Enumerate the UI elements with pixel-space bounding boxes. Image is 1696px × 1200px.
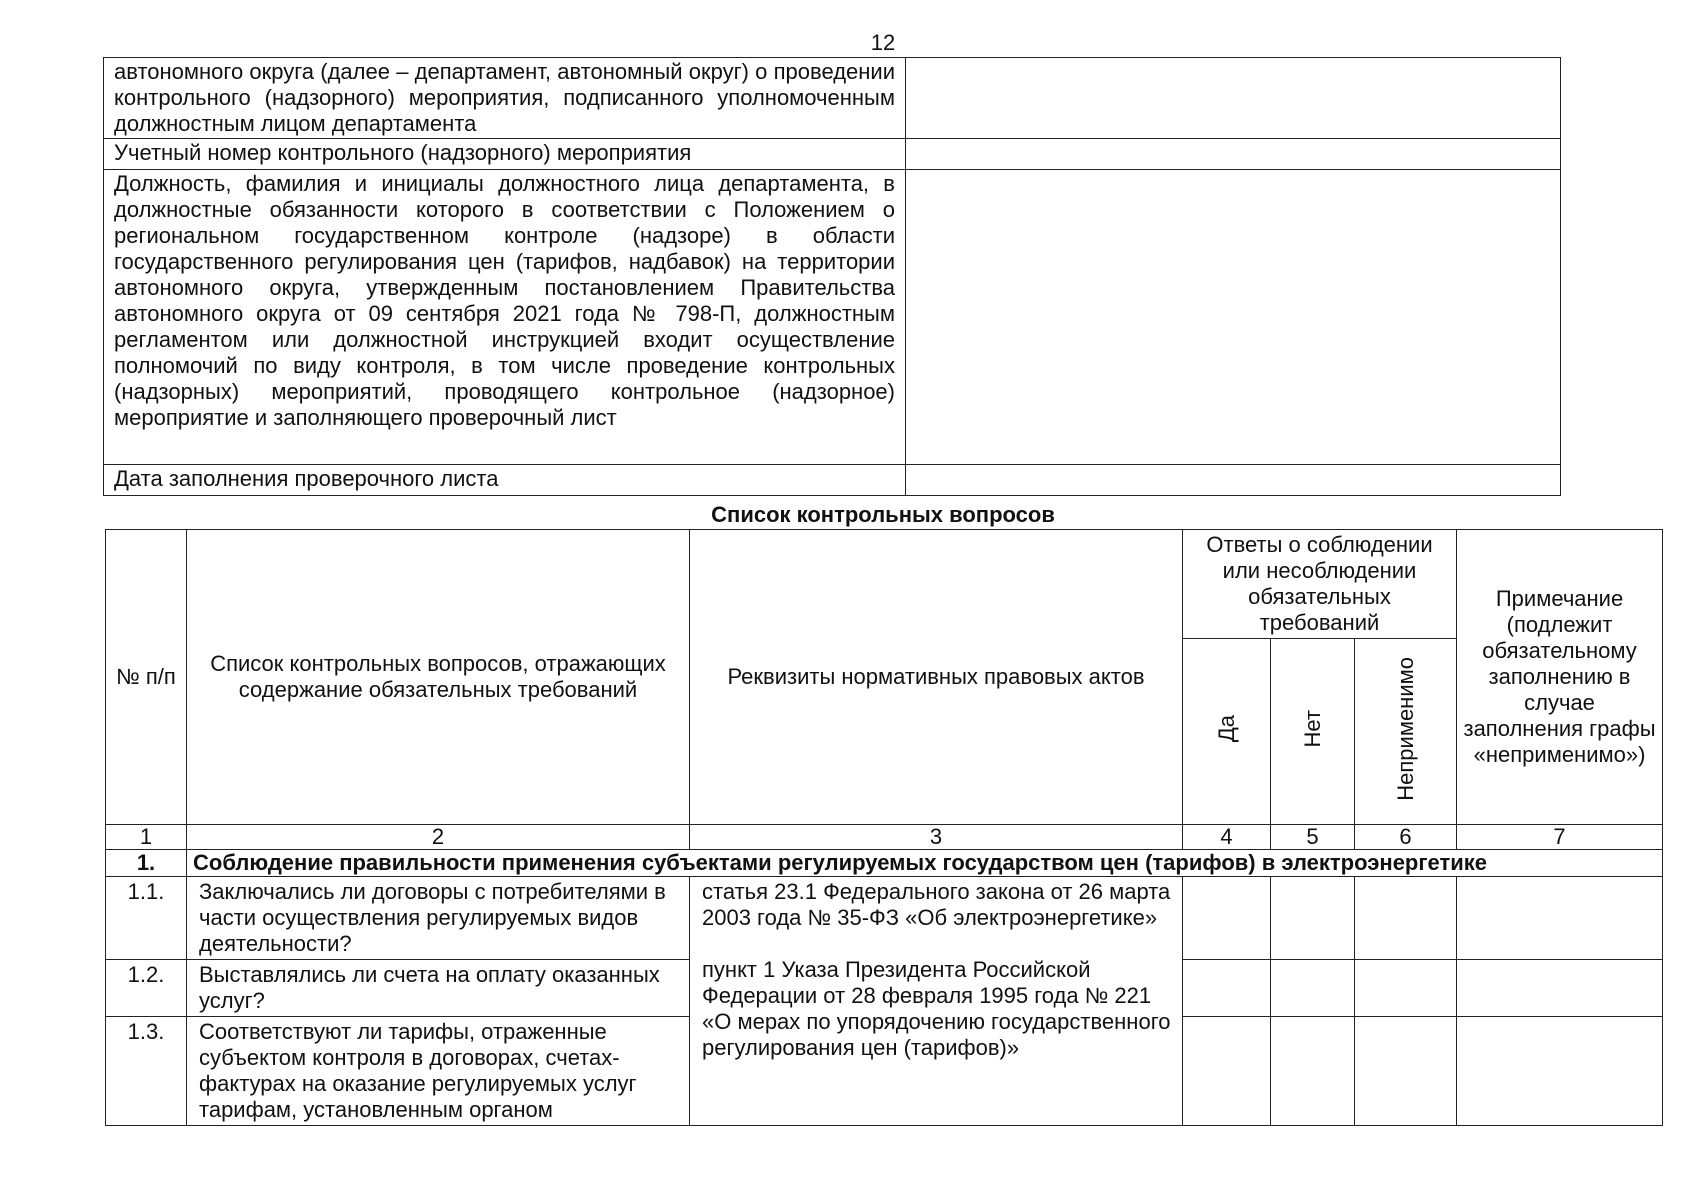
- info-row: [104, 139, 1561, 170]
- header-yes-cell: [1183, 639, 1271, 825]
- info-label: Должность, фамилия и инициалы должностного лица департамента, в должностные обязанности которого в соответствии с Положением о региональном государственном контроле (надзоре) в области государственного регулирования цен (тарифов, надбавок) на территории автономного округа, утвержденным постановлением Правительства автономного округа от 09 сентября 2021 года № 798-П, должностным регламентом или должностной инструкцией входит осуществление полномочий по виду контроля, в том числе проведение контрольных (надзорных) мероприятий, проводящего контрольное (надзорное) мероприятие и заполняющего проверочный лист: [104, 170, 906, 465]
- info-value: [906, 139, 1561, 170]
- header-no-cell: [1271, 639, 1355, 825]
- header-na-cell: [1355, 639, 1457, 825]
- legal-ref: статья 23.1 Федерального закона от 26 марта 2003 года № 35-ФЗ «Об электроэнергетике»: [702, 879, 1171, 930]
- column-number: 1: [106, 825, 187, 850]
- column-number: 7: [1457, 825, 1663, 850]
- header-acts: Реквизиты нормативных правовых актов: [690, 530, 1183, 825]
- info-value: [906, 58, 1561, 139]
- legal-references: [690, 877, 1183, 1126]
- answer-yes-cell: [1183, 960, 1271, 1017]
- questions-table: [105, 529, 1663, 1126]
- header-question: Список контрольных вопросов, отражающих содержание обязательных требований: [187, 530, 690, 825]
- info-value: [906, 465, 1561, 496]
- question-text: Выставлялись ли счета на оплату оказанных услуг?: [187, 960, 690, 1017]
- column-number: 5: [1271, 825, 1355, 850]
- info-row: [104, 58, 1561, 139]
- question-number: 1.3.: [106, 1017, 187, 1126]
- header-note: Примечание (подлежит обязательному заполнению в случае заполнения графы «неприменимо»): [1457, 530, 1663, 825]
- header-na: Неприменимо: [1392, 656, 1418, 801]
- answer-na-cell: [1355, 960, 1457, 1017]
- questions-title: Список контрольных вопросов: [711, 502, 1055, 527]
- info-table: [103, 57, 1561, 496]
- header-row: [106, 530, 1663, 639]
- question-number: 1.1.: [106, 877, 187, 960]
- header-answers: Ответы о соблюдении или несоблюдении обязательных требований: [1183, 530, 1457, 639]
- column-number: 4: [1183, 825, 1271, 850]
- note-cell: [1457, 1017, 1663, 1126]
- info-row: [104, 465, 1561, 496]
- answer-yes-cell: [1183, 877, 1271, 960]
- legal-ref: пункт 1 Указа Президента Российской Федерации от 28 февраля 1995 года № 221 «О мерах по упорядочению государственного регулирования цен (тарифов)»: [702, 957, 1171, 1060]
- info-row: [104, 170, 1561, 465]
- info-label: Учетный номер контрольного (надзорного) мероприятия: [104, 139, 906, 170]
- section-title: Соблюдение правильности применения субъектами регулируемых государством цен (тарифов) в электроэнергетике: [187, 850, 1663, 877]
- section-row: [106, 850, 1663, 877]
- column-number: 2: [187, 825, 690, 850]
- info-label: Дата заполнения проверочного листа: [104, 465, 906, 496]
- info-value: [906, 170, 1561, 465]
- answer-yes-cell: [1183, 1017, 1271, 1126]
- note-cell: [1457, 877, 1663, 960]
- column-number: 6: [1355, 825, 1457, 850]
- answer-no-cell: [1271, 960, 1355, 1017]
- page-number: 12: [870, 30, 896, 55]
- question-row: [106, 877, 1663, 960]
- answer-na-cell: [1355, 877, 1457, 960]
- column-numbers-row: [106, 825, 1663, 850]
- header-yes: Да: [1213, 714, 1239, 743]
- section-number: 1.: [106, 850, 187, 877]
- answer-no-cell: [1271, 1017, 1355, 1126]
- question-text: Заключались ли договоры с потребителями в части осуществления регулируемых видов деятельности?: [187, 877, 690, 960]
- header-num: № п/п: [106, 530, 187, 825]
- answer-na-cell: [1355, 1017, 1457, 1126]
- answer-no-cell: [1271, 877, 1355, 960]
- header-no: Нет: [1299, 709, 1325, 748]
- column-number: 3: [690, 825, 1183, 850]
- info-label: автономного округа (далее – департамент, автономный округ) о проведении контрольного (надзорного) мероприятия, подписанного уполномоченным должностным лицом департамента: [104, 58, 906, 139]
- note-cell: [1457, 960, 1663, 1017]
- question-text: Соответствуют ли тарифы, отраженные субъектом контроля в договорах, счетах-фактурах на оказание регулируемых услуг тарифам, установленным органом: [187, 1017, 690, 1126]
- question-number: 1.2.: [106, 960, 187, 1017]
